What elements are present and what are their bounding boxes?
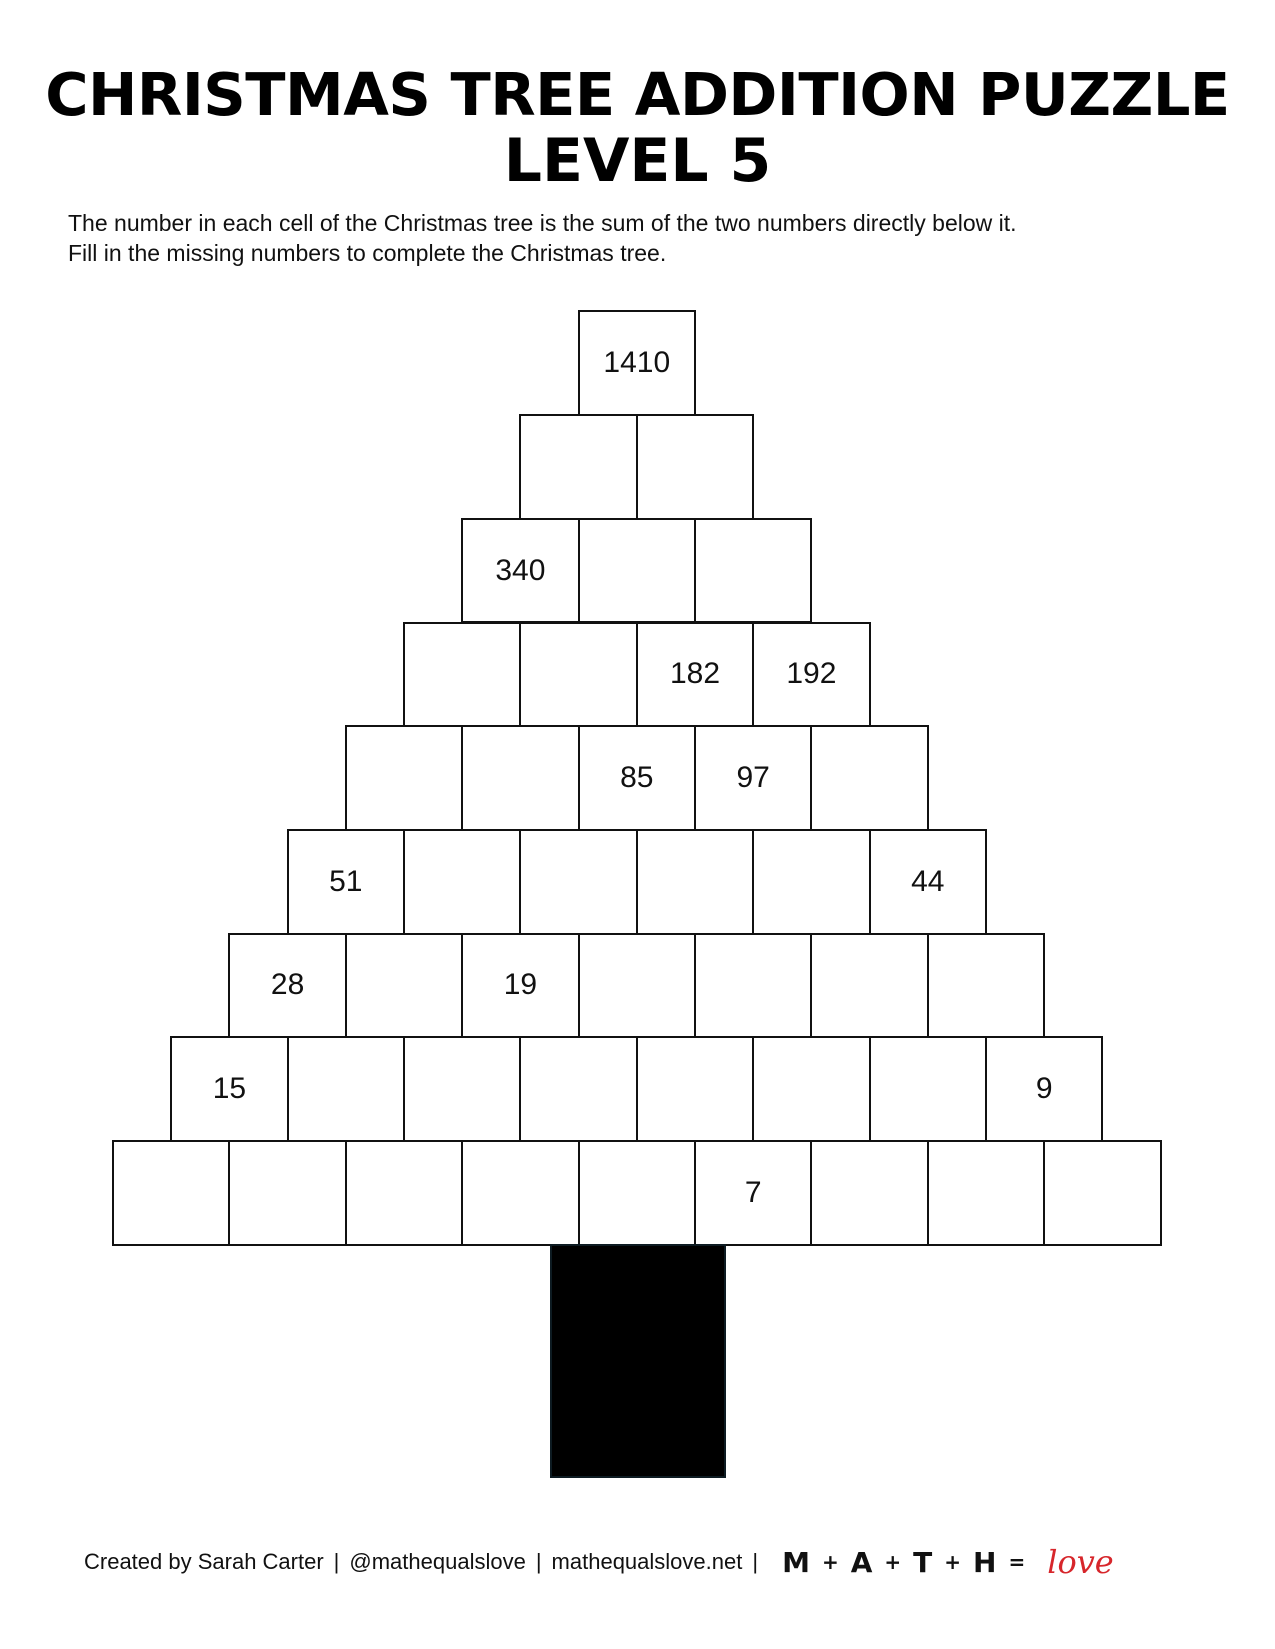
- tree-cell-r8-c8: 9: [985, 1036, 1103, 1142]
- tree-cell-r7-c4[interactable]: [578, 933, 696, 1039]
- logo-letter-m: M: [782, 1545, 810, 1579]
- logo-plus: +: [944, 1550, 962, 1574]
- tree-cell-r4-c1[interactable]: [403, 622, 521, 728]
- tree-cell-r9-c9[interactable]: [1043, 1140, 1161, 1246]
- tree-cell-r8-c5[interactable]: [636, 1036, 754, 1142]
- page-subtitle-level: LEVEL 5: [503, 126, 772, 196]
- tree-cell-r5-c4: 97: [694, 725, 812, 831]
- tree-cell-r3-c1: 340: [461, 518, 579, 624]
- tree-cell-r9-c5[interactable]: [578, 1140, 696, 1246]
- footer-handle: @mathequalslove: [349, 1549, 526, 1574]
- tree-cell-r9-c8[interactable]: [927, 1140, 1045, 1246]
- footer-separator: |: [333, 1549, 340, 1574]
- tree-cell-r9-c2[interactable]: [228, 1140, 346, 1246]
- tree-cell-r1-c1: 1410: [578, 310, 696, 416]
- logo-plus: +: [884, 1550, 902, 1574]
- logo-plus: +: [821, 1550, 839, 1574]
- tree-cell-r6-c1: 51: [287, 829, 405, 935]
- logo-love-script: love: [1047, 1543, 1114, 1581]
- logo-equals: =: [1008, 1550, 1026, 1574]
- tree-cell-r5-c2[interactable]: [461, 725, 579, 831]
- tree-cell-r8-c6[interactable]: [752, 1036, 870, 1142]
- logo-letter-t: T: [913, 1545, 933, 1579]
- tree-cell-r7-c1: 28: [228, 933, 346, 1039]
- tree-cell-r8-c7[interactable]: [869, 1036, 987, 1142]
- page-title: CHRISTMAS TREE ADDITION PUZZLE: [45, 60, 1230, 129]
- tree-cell-r6-c4[interactable]: [636, 829, 754, 935]
- footer: [84, 1540, 1114, 1584]
- tree-cell-r5-c5[interactable]: [810, 725, 928, 831]
- math-equals-love-logo: [782, 1543, 1114, 1581]
- tree-cell-r4-c2[interactable]: [519, 622, 637, 728]
- tree-cell-r7-c2[interactable]: [345, 933, 463, 1039]
- tree-cell-r9-c4[interactable]: [461, 1140, 579, 1246]
- tree-cell-r4-c4: 192: [752, 622, 870, 728]
- footer-credit: Created by Sarah Carter: [84, 1549, 324, 1574]
- tree-cell-r6-c3[interactable]: [519, 829, 637, 935]
- footer-website: mathequalslove.net: [551, 1549, 743, 1574]
- tree-cell-r6-c2[interactable]: [403, 829, 521, 935]
- instructions-line-2: Fill in the missing numbers to complete the Christmas tree.: [68, 240, 667, 266]
- tree-cell-r9-c3[interactable]: [345, 1140, 463, 1246]
- tree-cell-r7-c3: 19: [461, 933, 579, 1039]
- tree-cell-r8-c3[interactable]: [403, 1036, 521, 1142]
- tree-cell-r8-c4[interactable]: [519, 1036, 637, 1142]
- tree-cell-r9-c1[interactable]: [112, 1140, 230, 1246]
- tree-cell-r8-c1: 15: [170, 1036, 288, 1142]
- logo-letter-h: H: [973, 1545, 997, 1579]
- tree-cell-r5-c3: 85: [578, 725, 696, 831]
- tree-cell-r5-c1[interactable]: [345, 725, 463, 831]
- tree-cell-r9-c7[interactable]: [810, 1140, 928, 1246]
- tree-cell-r6-c5[interactable]: [752, 829, 870, 935]
- tree-cell-r4-c3: 182: [636, 622, 754, 728]
- tree-cell-r9-c6: 7: [694, 1140, 812, 1246]
- tree-cell-r8-c2[interactable]: [287, 1036, 405, 1142]
- tree-cell-r7-c7[interactable]: [927, 933, 1045, 1039]
- tree-cell-r2-c2[interactable]: [636, 414, 754, 520]
- footer-separator: |: [752, 1549, 759, 1574]
- tree-cell-r2-c1[interactable]: [519, 414, 637, 520]
- tree-cell-r3-c2[interactable]: [578, 518, 696, 624]
- logo-letter-a: A: [850, 1545, 873, 1579]
- footer-separator: |: [535, 1549, 542, 1574]
- tree-cell-r7-c6[interactable]: [810, 933, 928, 1039]
- tree-trunk: [550, 1244, 726, 1478]
- tree-cell-r7-c5[interactable]: [694, 933, 812, 1039]
- tree-cell-r3-c3[interactable]: [694, 518, 812, 624]
- instructions-line-1: The number in each cell of the Christmas tree is the sum of the two numbers directly below it.: [68, 210, 1017, 236]
- tree-cell-r6-c6: 44: [869, 829, 987, 935]
